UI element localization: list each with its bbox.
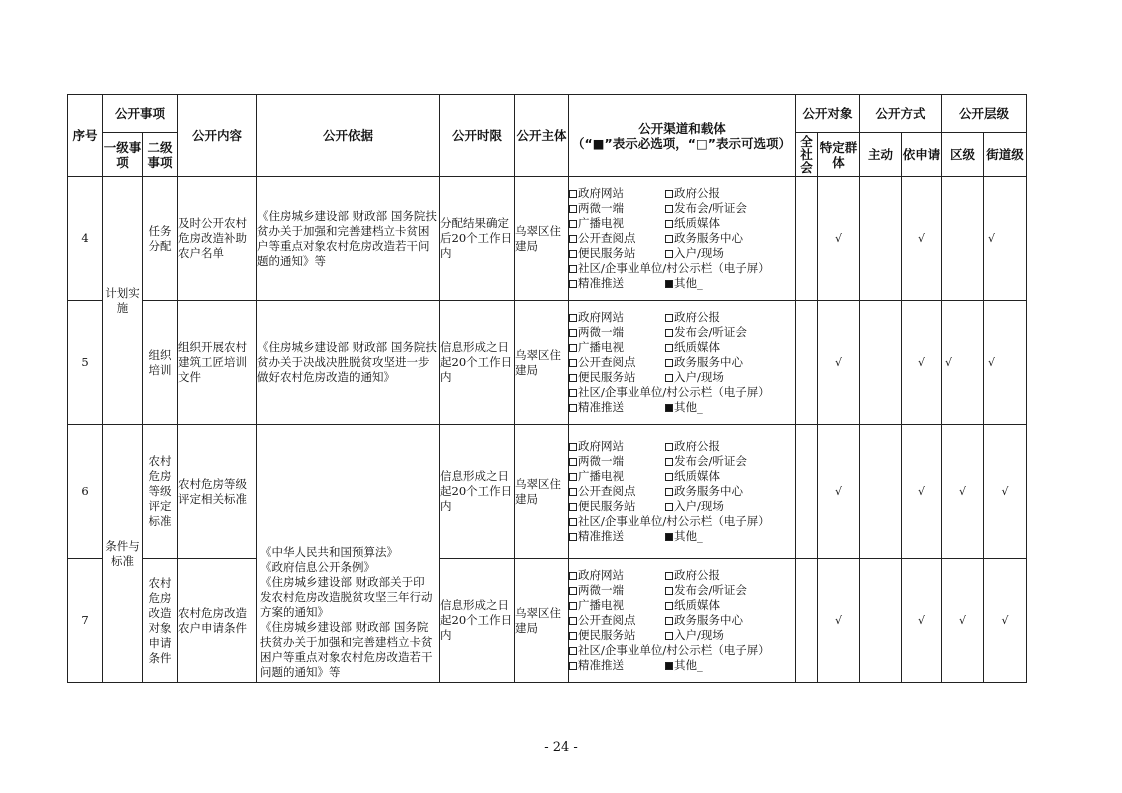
checkbox-empty-icon bbox=[569, 280, 577, 288]
checkbox-empty-icon bbox=[569, 374, 577, 382]
header-items: 公开事项 bbox=[103, 95, 178, 133]
channel-option[interactable]: 精准推送 bbox=[569, 658, 665, 673]
checkbox-empty-icon bbox=[569, 314, 577, 322]
channel-option[interactable]: 入户/现场 bbox=[665, 246, 795, 261]
table-row bbox=[68, 425, 1027, 559]
channel-option[interactable]: 政府网站 bbox=[569, 186, 665, 201]
header-subject: 公开主体 bbox=[515, 95, 569, 177]
level-district-tick: √ bbox=[942, 559, 984, 683]
channel-option[interactable]: 公开查阅点 bbox=[569, 484, 665, 499]
row-seq: 7 bbox=[68, 559, 103, 683]
checkbox-empty-icon bbox=[665, 235, 673, 243]
checkbox-empty-icon bbox=[665, 443, 673, 451]
target-all-cell bbox=[796, 177, 818, 301]
table-row bbox=[68, 559, 1027, 683]
method-active-cell bbox=[860, 559, 902, 683]
channel-list bbox=[569, 301, 796, 425]
checkbox-empty-icon bbox=[665, 632, 673, 640]
checkbox-empty-icon bbox=[665, 190, 673, 198]
target-specific-tick: √ bbox=[818, 177, 860, 301]
checkbox-empty-icon bbox=[665, 344, 673, 352]
channel-option[interactable]: 广播电视 bbox=[569, 340, 665, 355]
header-method: 公开方式 bbox=[860, 95, 942, 133]
method-apply-tick: √ bbox=[902, 301, 942, 425]
channel-option[interactable]: 精准推送 bbox=[569, 276, 665, 291]
level-street-tick: √ bbox=[984, 301, 1027, 425]
target-all-cell bbox=[796, 425, 818, 559]
checkbox-empty-icon bbox=[665, 503, 673, 511]
checkbox-empty-icon bbox=[569, 235, 577, 243]
header-target-all: 全社会 bbox=[796, 133, 818, 177]
target-specific-tick: √ bbox=[818, 425, 860, 559]
checkbox-empty-icon bbox=[569, 587, 577, 595]
channel-option[interactable]: 便民服务站 bbox=[569, 628, 665, 643]
checkbox-empty-icon bbox=[569, 503, 577, 511]
checkbox-filled-icon bbox=[665, 404, 673, 412]
channel-option[interactable]: 政府网站 bbox=[569, 439, 665, 454]
row-subject: 乌翠区住建局 bbox=[515, 177, 569, 301]
basis-line: 《中华人民共和国预算法》 bbox=[260, 545, 399, 559]
checkbox-empty-icon bbox=[569, 473, 577, 481]
checkbox-empty-icon bbox=[569, 190, 577, 198]
channel-option[interactable]: 社区/企事业单位/村公示栏（电子屏） bbox=[569, 514, 795, 529]
channel-option[interactable]: 其他_ bbox=[665, 529, 795, 544]
header-seq: 序号 bbox=[68, 95, 103, 177]
channel-option[interactable]: 两微一端 bbox=[569, 201, 665, 216]
checkbox-empty-icon bbox=[665, 617, 673, 625]
checkbox-empty-icon bbox=[665, 602, 673, 610]
checkbox-empty-icon bbox=[665, 488, 673, 496]
disclosure-table bbox=[67, 94, 1027, 683]
channel-option[interactable]: 两微一端 bbox=[569, 454, 665, 469]
channel-list bbox=[569, 425, 796, 559]
channel-option[interactable]: 广播电视 bbox=[569, 598, 665, 613]
header-content: 公开内容 bbox=[178, 95, 257, 177]
checkbox-empty-icon bbox=[665, 374, 673, 382]
row-content: 组织开展农村建筑工匠培训文件 bbox=[178, 301, 257, 425]
header-level2: 二级事项 bbox=[143, 133, 178, 177]
checkbox-empty-icon bbox=[569, 205, 577, 213]
checkbox-empty-icon bbox=[569, 344, 577, 352]
target-specific-tick: √ bbox=[818, 301, 860, 425]
method-apply-tick: √ bbox=[902, 177, 942, 301]
channel-option[interactable]: 政务服务中心 bbox=[665, 613, 795, 628]
channel-option[interactable]: 政务服务中心 bbox=[665, 231, 795, 246]
level-street-tick: √ bbox=[984, 559, 1027, 683]
header-level1: 一级事项 bbox=[103, 133, 143, 177]
header-method-active: 主动 bbox=[860, 133, 902, 177]
header-basis: 公开依据 bbox=[257, 95, 440, 177]
checkbox-empty-icon bbox=[665, 458, 673, 466]
checkbox-empty-icon bbox=[569, 265, 577, 273]
checkbox-empty-icon bbox=[665, 329, 673, 337]
channel-option[interactable]: 社区/企事业单位/村公示栏（电子屏） bbox=[569, 385, 795, 400]
basis-line: 《住房城乡建设部 财政部关于印发农村危房改造脱贫攻坚三年行动方案的通知》 bbox=[260, 575, 433, 619]
checkbox-filled-icon bbox=[665, 533, 673, 541]
target-specific-tick: √ bbox=[818, 559, 860, 683]
header-level-district: 区级 bbox=[942, 133, 984, 177]
checkbox-empty-icon bbox=[569, 647, 577, 655]
checkbox-empty-icon bbox=[569, 572, 577, 580]
header-time-limit: 公开时限 bbox=[440, 95, 515, 177]
target-all-cell bbox=[796, 559, 818, 683]
channel-option[interactable]: 社区/企事业单位/村公示栏（电子屏） bbox=[569, 261, 795, 276]
channel-option[interactable]: 入户/现场 bbox=[665, 370, 795, 385]
header-level: 公开层级 bbox=[942, 95, 1027, 133]
channel-option[interactable]: 便民服务站 bbox=[569, 246, 665, 261]
row-time-limit: 信息形成之日起20个工作日内 bbox=[440, 559, 515, 683]
row-subject: 乌翠区住建局 bbox=[515, 425, 569, 559]
channel-option[interactable]: 公开查阅点 bbox=[569, 613, 665, 628]
level2-item: 组织培训 bbox=[143, 301, 178, 425]
row-seq: 5 bbox=[68, 301, 103, 425]
checkbox-empty-icon bbox=[665, 220, 673, 228]
checkbox-empty-icon bbox=[569, 458, 577, 466]
checkbox-empty-icon bbox=[665, 205, 673, 213]
channel-list bbox=[569, 559, 796, 683]
checkbox-empty-icon bbox=[569, 488, 577, 496]
channel-option[interactable]: 公开查阅点 bbox=[569, 231, 665, 246]
channel-option[interactable]: 发布会/听证会 bbox=[665, 201, 795, 216]
method-active-cell bbox=[860, 301, 902, 425]
channel-option[interactable]: 社区/企事业单位/村公示栏（电子屏） bbox=[569, 643, 795, 658]
row-seq: 6 bbox=[68, 425, 103, 559]
header-target-specific: 特定群体 bbox=[818, 133, 860, 177]
row-content: 及时公开农村危房改造补助农户名单 bbox=[178, 177, 257, 301]
level-street-tick: √ bbox=[984, 177, 1027, 301]
row-seq: 4 bbox=[68, 177, 103, 301]
table-row bbox=[68, 177, 1027, 301]
checkbox-empty-icon bbox=[569, 602, 577, 610]
channel-option[interactable]: 两微一端 bbox=[569, 325, 665, 340]
channel-option[interactable]: 便民服务站 bbox=[569, 499, 665, 514]
channel-option[interactable]: 政府网站 bbox=[569, 310, 665, 325]
checkbox-empty-icon bbox=[569, 518, 577, 526]
header-target: 公开对象 bbox=[796, 95, 860, 133]
method-active-cell bbox=[860, 425, 902, 559]
channel-option[interactable]: 其他_ bbox=[665, 276, 795, 291]
channel-option[interactable]: 纸质媒体 bbox=[665, 598, 795, 613]
basis-line: 《政府信息公开条例》 bbox=[260, 560, 376, 574]
level-district-tick: √ bbox=[942, 301, 984, 425]
channel-option[interactable]: 公开查阅点 bbox=[569, 355, 665, 370]
level2-item: 农村危房等级评定标准 bbox=[143, 425, 178, 559]
channel-option[interactable]: 广播电视 bbox=[569, 469, 665, 484]
channel-option[interactable]: 广播电视 bbox=[569, 216, 665, 231]
method-apply-tick: √ bbox=[902, 559, 942, 683]
channel-option[interactable]: 便民服务站 bbox=[569, 370, 665, 385]
row-content: 农村危房等级评定相关标准 bbox=[178, 425, 257, 559]
row-basis: 《住房城乡建设部 财政部 国务院扶贫办关于决战决胜脱贫攻坚进一步做好农村危房改造的通知》 bbox=[257, 301, 440, 425]
row-content: 农村危房改造农户申请条件 bbox=[178, 559, 257, 683]
level2-item: 任务分配 bbox=[143, 177, 178, 301]
channel-option[interactable]: 纸质媒体 bbox=[665, 469, 795, 484]
row-time-limit: 信息形成之日起20个工作日内 bbox=[440, 425, 515, 559]
level2-item: 农村危房改造对象申请条件 bbox=[143, 559, 178, 683]
row-basis-merged bbox=[257, 425, 440, 683]
level1-item: 计划实施 bbox=[103, 177, 143, 425]
channel-option[interactable]: 政府公报 bbox=[665, 439, 795, 454]
target-all-cell bbox=[796, 301, 818, 425]
checkbox-empty-icon bbox=[665, 359, 673, 367]
channel-option[interactable]: 发布会/听证会 bbox=[665, 325, 795, 340]
channel-option[interactable]: 发布会/听证会 bbox=[665, 583, 795, 598]
row-time-limit: 分配结果确定后20个工作日内 bbox=[440, 177, 515, 301]
channel-option[interactable]: 政府公报 bbox=[665, 310, 795, 325]
row-subject: 乌翠区住建局 bbox=[515, 559, 569, 683]
header-channels bbox=[569, 95, 796, 177]
level-district-cell bbox=[942, 177, 984, 301]
table-row bbox=[68, 301, 1027, 425]
level-district-tick: √ bbox=[942, 425, 984, 559]
checkbox-filled-icon bbox=[665, 280, 673, 288]
row-subject: 乌翠区住建局 bbox=[515, 301, 569, 425]
checkbox-empty-icon bbox=[665, 250, 673, 258]
channel-option[interactable]: 其他_ bbox=[665, 658, 795, 673]
channel-option[interactable]: 发布会/听证会 bbox=[665, 454, 795, 469]
channel-option[interactable]: 两微一端 bbox=[569, 583, 665, 598]
checkbox-empty-icon bbox=[665, 473, 673, 481]
checkbox-empty-icon bbox=[665, 572, 673, 580]
level-street-tick: √ bbox=[984, 425, 1027, 559]
channel-list bbox=[569, 177, 796, 301]
channel-option[interactable]: 纸质媒体 bbox=[665, 340, 795, 355]
checkbox-empty-icon bbox=[569, 220, 577, 228]
checkbox-empty-icon bbox=[569, 359, 577, 367]
checkbox-empty-icon bbox=[569, 443, 577, 451]
channel-option[interactable]: 政府网站 bbox=[569, 568, 665, 583]
checkbox-empty-icon bbox=[569, 250, 577, 258]
checkbox-filled-icon bbox=[665, 662, 673, 670]
checkbox-empty-icon bbox=[569, 329, 577, 337]
checkbox-empty-icon bbox=[569, 404, 577, 412]
page-number: - 24 - bbox=[544, 740, 578, 755]
checkbox-empty-icon bbox=[665, 314, 673, 322]
channel-option[interactable]: 纸质媒体 bbox=[665, 216, 795, 231]
checkbox-empty-icon bbox=[569, 632, 577, 640]
channel-option[interactable]: 精准推送 bbox=[569, 400, 665, 415]
channel-option[interactable]: 政务服务中心 bbox=[665, 484, 795, 499]
channel-option[interactable]: 政府公报 bbox=[665, 568, 795, 583]
checkbox-empty-icon bbox=[569, 533, 577, 541]
checkbox-empty-icon bbox=[569, 389, 577, 397]
channel-option[interactable]: 入户/现场 bbox=[665, 499, 795, 514]
row-basis: 《住房城乡建设部 财政部 国务院扶贫办关于加强和完善建档立卡贫困户等重点对象农村危房改造若干问题的通知》等 bbox=[257, 177, 440, 301]
header-channels-title: 公开渠道和载体 bbox=[638, 120, 726, 136]
checkbox-empty-icon bbox=[569, 662, 577, 670]
header-channels-note: （“■”表示必选项，“□”表示可选项） bbox=[572, 135, 791, 151]
row-time-limit: 信息形成之日起20个工作日内 bbox=[440, 301, 515, 425]
basis-line: 《住房城乡建设部 财政部 国务院扶贫办关于加强和完善建档立卡贫困户等重点对象农村危房改造若干问题的通知》等 bbox=[260, 620, 433, 679]
level1-item: 条件与标准 bbox=[103, 425, 143, 683]
header-level-street: 街道级 bbox=[984, 133, 1027, 177]
channel-option[interactable]: 精准推送 bbox=[569, 529, 665, 544]
method-active-cell bbox=[860, 177, 902, 301]
channel-option[interactable]: 其他_ bbox=[665, 400, 795, 415]
channel-option[interactable]: 政府公报 bbox=[665, 186, 795, 201]
checkbox-empty-icon bbox=[569, 617, 577, 625]
header-method-apply: 依申请 bbox=[902, 133, 942, 177]
channel-option[interactable]: 政务服务中心 bbox=[665, 355, 795, 370]
checkbox-empty-icon bbox=[665, 587, 673, 595]
method-apply-tick: √ bbox=[902, 425, 942, 559]
channel-option[interactable]: 入户/现场 bbox=[665, 628, 795, 643]
